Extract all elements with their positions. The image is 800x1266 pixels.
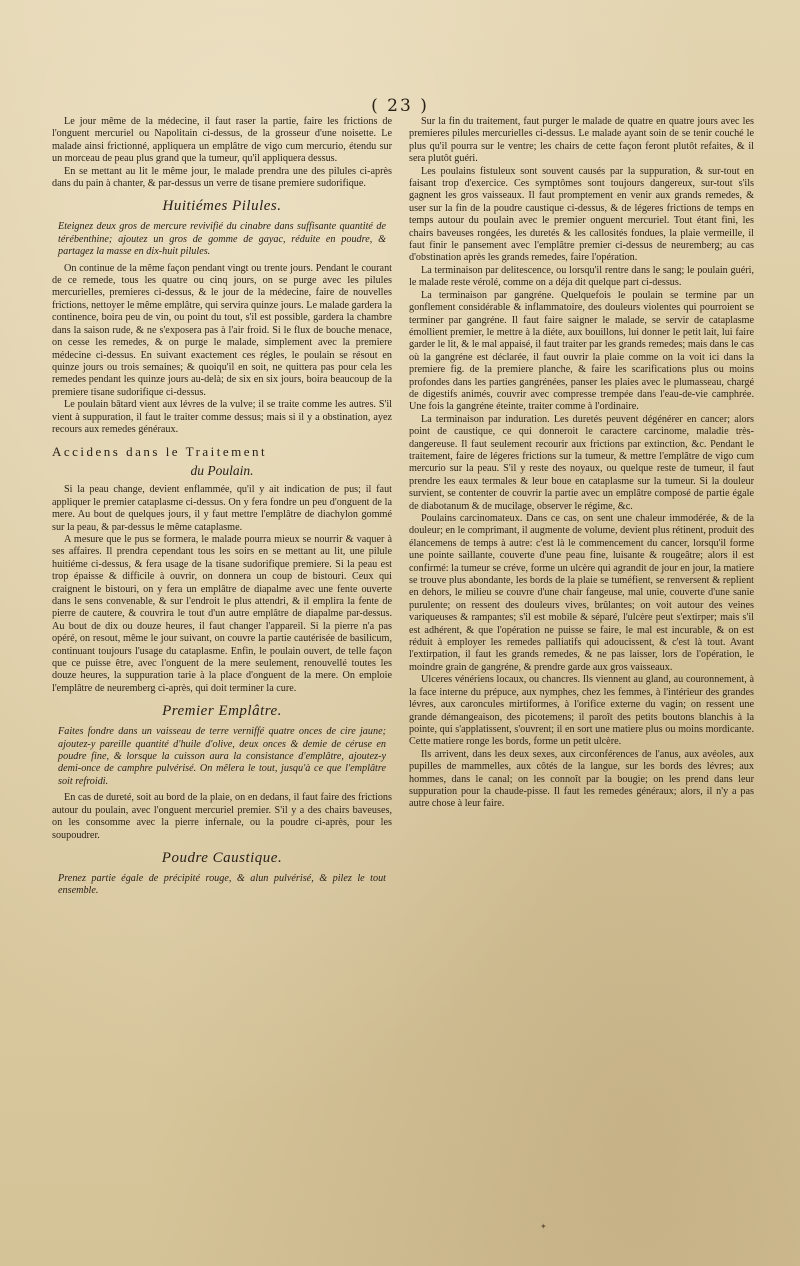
right-column [409, 116, 754, 811]
section-heading: Huitiémes Pilules. [162, 198, 282, 215]
paragraph: La terminaison par induration. Les duretés peuvent dégénérer en cancer; alors point de caustique, ce qui donneroit le caractere carcinome, maladie très-dangereuse. Il faut seulement recourir aux frictions par extinction, &c. Pendant le traitement, faire de légeres frictions sur la tumeur, & mettre l'emplâtre de vigo cum mercurio sur la peau. S'il y reste des noyaux, ou quelque reste de tumeur, il faut prendre les eaux termales & leur boue en cataplasme sur la tumeur. Si la douleur survient, se contenter de couvrir la partie avec un emplâtre composé de partie égale de diabotanum & de mucilage, observer le régime, &c. [409, 413, 754, 512]
recipe-text: Prenez partie égale de précipité rouge, & alun pulvérisé, & pilez le tout ensemble. [58, 872, 386, 897]
section-heading: Accidens dans le Traitement [52, 444, 268, 460]
recipe-text: Eteignez deux gros de mercure revivifié du cinabre dans suffisante quantité de térébenthine; ajoutez un gros de gomme de gayac, réduite en poudre, & partagez la masse en dix-huit pilules. [58, 221, 386, 258]
paragraph: Les poulains fistuleux sont souvent causés par la suppuration, & sur-tout en faisant trop d'exercice. Ces symptômes sont toujours dangereux, sur-tout s'ils gagnent les gros vaisseaux. Il faut promptement en venir aux grands remedes, & user sur la fin de la poudre caustique ci-dessus, & de légeres frictions de temps en temps autour du poulain avec le premier onguent mercuriel. Tout étant fini, les chairs baveuses rongées, les duretés & les callosités fondues, la plaie vermeille, il faut finir le pansement avec l'emplâtre premier ci-dessus de neuremberg; au cas d'obstination après les grands remedes, faire l'opération. [409, 165, 754, 264]
section-subheading: du Poulain. [190, 463, 254, 479]
paragraph: La terminaison par gangréne. Quelquefois le poulain se termine par un gonflement considérable & inflammatoire, des douleurs violentes qui pourroient se terminer par gangréne. Il faut faire saigner le malade, se servir de cataplasme émollient premier, le mettre à la diéte, aux bouillons, lui donner le petit lait, lui faire garder le lit, & le mal appaisé, il faut traiter par les grands remedes; mais dans le cas où la gangréne est déclarée, il faut ouvrir la plaie comme on la voit ici dans la premiere fig. de la premiere planche, & faire les scarifications plus ou moins profondes dans les parties gangrénées, panser les plaies avec le plumasseau, chargé de digestifs animés, couvrir avec compresse trempée dans l'eau-de-vie camphrée. Une fois la gangréne éteinte, traiter comme à l'ordinaire. [409, 289, 754, 413]
left-column [52, 116, 392, 902]
paragraph: Poulains carcinomateux. Dans ce cas, on sent une chaleur immodérée, & de la douleur; en le comprimant, il augmente de volume, devient plus rétinent, produit des élancemens de temps à autre: c'est là le commencement du cancer, lorsqu'il forme une pointe saillante, couverte d'une peau fine, luisante & rougeâtre; alors il est confirmé: la tumeur se créve, forme un ulcère qui agrandit de jour en jour, la matiere se trouve plus abondante, les bords de la plaie se tuméfient, se renversent & replient en dehors, le milieu se couvre d'une chair fangeuse, mal unie, couverte d'une sanie purulente; on ressent des douleurs vives, brûlantes; on voit autour des veines variqueuses & rampantes; s'il est mobile & séparé, l'ulcère peut s'extirper; mais s'il est adhérent, & que l'opération ne puisse se faire, le mal est incurable, & on est réduit à employer les remedes palliatifs qui adoucissent, & c'est là tout. Avant l'extirpation, il faut les grands remedes, & ne pas laisser, lors de l'opération, le moindre grain de gangréne, & prendre garde aux gros vaisseaux. [409, 513, 754, 673]
paragraph: A mesure que le pus se formera, le malade pourra mieux se nourrir & vaquer à ses affaires. Il prendra cependant tous les soirs en se mettant au lit, une pilule huitiéme ci-dessus, & fera usage de la tisane sudorifique premiere. Si la peau est trop épaisse & difficile à ouvrir, on donnera un coup de bistouri. Ceux qui craignent le bistouri, on y fera un emplâtre de diapalme avec une fente ouverte dans le sens convenable, & sur l'endroit le plus attendri, & il emplira la fente de pierre de cautere, & couvrira le tout d'un autre emplâtre de diapalme par-dessus. Au bout de dix ou douze heures, il faut changer l'appareil. Si la pierre n'a pas opéré, on resout, même le jour suivant, on couvre la partie cautérisée de basilicum, continuant toujours l'usage du cataplasme. Enfin, le poulain ouvert, de telle façon que ce puisse être, avec l'onguent de la mere seulement, renouvellé toutes les douze heures, la suppuration tarie à la place d'onguent de la mere. On emploie l'emplâtre de neuremberg ci-après, qui doit terminer la cure. [52, 533, 392, 694]
paragraph: En cas de dureté, soit au bord de la plaie, on en dedans, il faut faire des frictions autour du poulain, avec l'onguent mercuriel premier. S'il y a des chairs baveuses, on les consomme avec la pierre infernale, ou la poudre ci-après, pour les soupoudrer. [52, 792, 392, 841]
paragraph: Si la peau change, devient enflammée, qu'il y ait indication de pus; il faut appliquer le premier cataplasme ci-dessus. On y fera fondre un peu d'onguent de la mere. Au bout de quelques jours, il y faut mettre l'emplâtre de diachylon gommé sur la peau, & par-dessus le même cataplasme. [52, 484, 392, 533]
section-heading: Premier Emplâtre. [162, 703, 282, 720]
paragraph: On continue de la même façon pendant vingt ou trente jours. Pendant le courant de ce remede, tous les quatre ou cinq jours, on se purge avec les pilules mercurielles, premieres ci-dessus, & le jour de la médecine, faire de nouvelles frictions, nettoyer le même emplâtre, qui servira quinze jours. Le malade gardera la continence, boira peu de vin, ou point du tout, s'il est possible, gardera la chambre dans la saison rude, & ne s'exposera pas à l'air froid. Si le flux de bouche menace, on cesse les remedes, & on purge le malade, simplement avec la premiere médecine ci-dessus. En suivant exactement ces régles, le poulain se résout en quinze jours ou trois semaines; & quoiqu'il en soit, ne quittera pas pour cela les remedes pendant les quinze jours au-delà; de six en six jours, boira beaucoup de la premiere tisane sudorifique ci-dessus. [52, 262, 392, 398]
printer-mark: ✦ [540, 1222, 547, 1231]
paragraph: La terminaison par delitescence, ou lorsqu'il rentre dans le sang; le poulain guéri, le malade reste vérolé, comme on a déja dit quelque part ci-dessus. [409, 264, 754, 289]
paragraph: Ils arrivent, dans les deux sexes, aux circonférences de l'anus, aux avéoles, aux pupilles de mammelles, aux côtés de la langue, sur les bords des lévres; aux hommes, dans le canal; on les connoît par la bougie; on les prend dans leur suppuration pour la chaude-pisse. Il faut les remedes généraux; alors, il n'y a pas autre chose à leur faire. [409, 748, 754, 810]
paragraph: Le poulain bâtard vient aux lévres de la vulve; il se traite comme les autres. S'il vient à suppuration, il faut le traiter comme dessus; mais si il y a obstination, ayez recours aux remedes généraux. [52, 399, 392, 435]
paragraph: Sur la fin du traitement, faut purger le malade de quatre en quatre jours avec les premieres pilules mercurielles ci-dessus. Le malade ayant soin de se tenir couché le plus qu'il pourra sur le ventre; les chairs de cette façon feront plutôt refaites, & il sera plutôt guéri. [409, 116, 754, 165]
recipe-text: Faites fondre dans un vaisseau de terre verniffé quatre onces de cire jaune; ajoutez-y pareille quantité d'huile d'olive, deux onces & demie de céruse en poudre fine, & lorsque la cuisson aura la consistance d'emplâtre, ajoutez-y demi-once de camphre pulvérisé. On mêlera le tout, jusqu'à ce que l'emplâtre soit refroidi. [58, 726, 386, 787]
paragraph: Ulceres vénériens locaux, ou chancres. Ils viennent au gland, au couronnement, à la face interne du prépuce, aux nymphes, chez les femmes, à l'intérieur des grandes lévres, aux caroncules mirtiformes, à l'orifice externe du vagin; on ressent une grande démangeaison, des picotemens; il paroît des petits boutons blanchis à la pointe, qui s'applatissent, s'ouvrent; il en sort une matiere plus ou moins mordicante. Cette matiere ronge les bords, forme un petit ulcère. [409, 674, 754, 748]
paragraph: En se mettant au lit le même jour, le malade prendra une des pilules ci-après dans du pain à chanter, & par-dessus un verre de tisane premiere sudorifique. [52, 165, 392, 190]
page-number: ( 23 ) [371, 96, 429, 116]
section-heading: Poudre Caustique. [161, 849, 283, 866]
paragraph: Le jour même de la médecine, il faut raser la partie, faire les frictions de l'onguent mercuriel ou Napolitain ci-dessus, de la grosseur d'une noisette. Le malade ainsi frictionné, appliquera un emplâtre de vigo cum mercurio, étendu sur un morceau de peau plus grand que la tumeur, qu'il appliquera dessus. [52, 116, 392, 165]
